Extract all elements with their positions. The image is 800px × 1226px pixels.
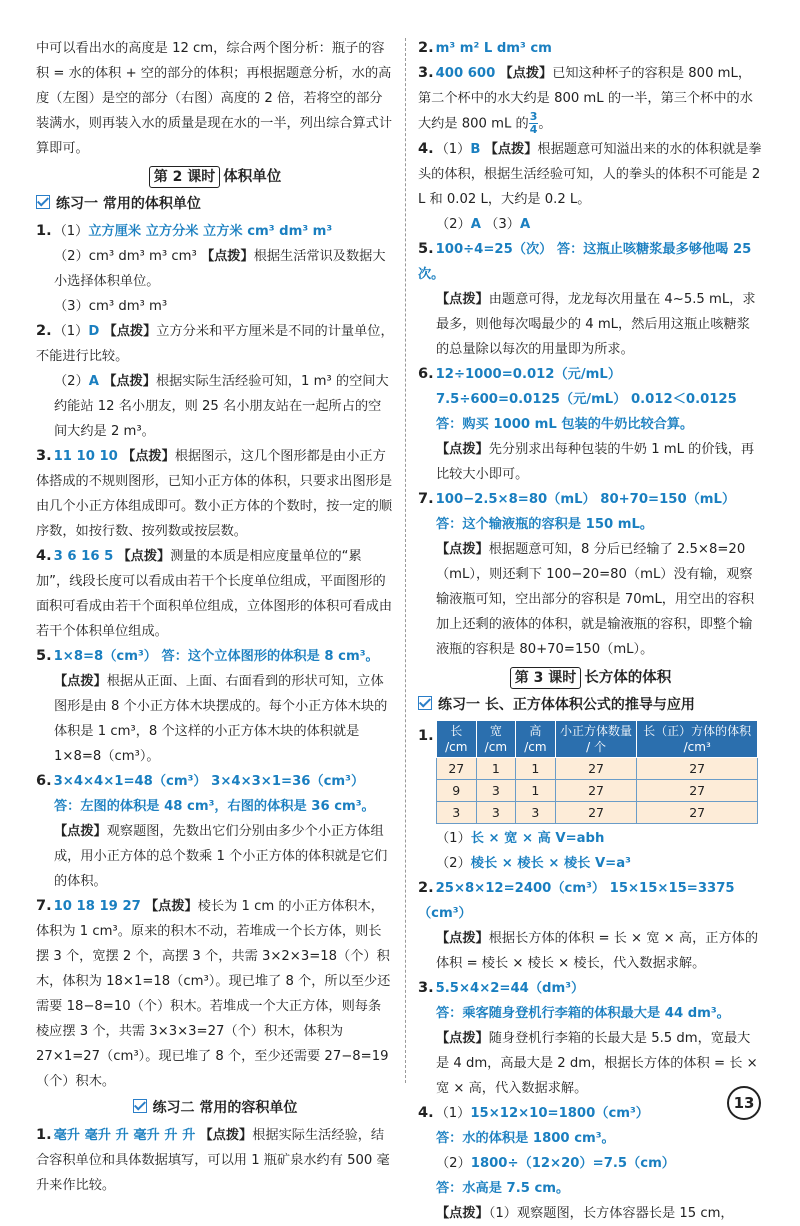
hint-label: 【点拨】 bbox=[436, 1030, 489, 1046]
table-cell: 1 bbox=[516, 779, 556, 801]
answer-item bbox=[418, 362, 763, 387]
answer-text: 11 10 10 bbox=[53, 449, 118, 464]
left-column bbox=[36, 36, 394, 1198]
answer-item bbox=[418, 976, 763, 1001]
explanation-text: 根据长方体的体积 = 长 × 宽 × 高，正方体的体积 = 棱长 × 棱长 × 棱长，代入数据求解。 bbox=[436, 930, 759, 971]
page-number: 13 bbox=[727, 1086, 761, 1120]
explanation-text: 已知这种杯子的容积是 800 mL，第二个杯中的水大约是 800 mL 的一半，第三个杯中的水大约是 800 mL 的 bbox=[418, 66, 753, 132]
answer-text: 答：这个输液瓶的容积是 150 mL。 bbox=[436, 516, 654, 532]
explanation-text: （1）观察题图，长方体容器长是 15 cm， bbox=[488, 1205, 734, 1221]
hint-label: 【点拨】 bbox=[436, 930, 489, 946]
answer-text: D bbox=[88, 324, 100, 339]
lesson-title: 体积单位 bbox=[223, 169, 282, 185]
denominator: 4 bbox=[529, 123, 538, 136]
question-number: 3. bbox=[418, 65, 434, 81]
answer-line bbox=[36, 294, 394, 319]
question-number: 7. bbox=[418, 490, 434, 507]
explanation-text: （1） bbox=[435, 1105, 471, 1121]
table-header: 高 /cm bbox=[516, 720, 556, 757]
explanation-text: 由题意可得，龙龙每次用量在 4~5.5 mL，求最多，则他每次喝最少的 4 mL，然后用这瓶止咳糖浆的总量除以每次的用量即为所求。 bbox=[436, 291, 756, 357]
question-number: 2. bbox=[36, 323, 52, 339]
explanation-text: 根据生活常识及数据大小选择体积单位。 bbox=[54, 249, 386, 289]
exercise-heading bbox=[418, 693, 763, 718]
answer-text: 3 6 16 5 bbox=[53, 549, 114, 564]
explanation-text: 根据从正面、上面、右面看到的形状可知，立体图形是由 8 个小正方体木块摆成的。每个小正方体木块的体积是 1 cm³，8 个这样的小正方体木块的体积就是 1×8=8（cm³）。 bbox=[54, 674, 388, 764]
table-cell: 27 bbox=[437, 757, 477, 779]
answer-text: 毫升 毫升 升 毫升 升 升 bbox=[53, 1128, 196, 1143]
answer-item bbox=[36, 644, 394, 669]
answer-item bbox=[36, 219, 394, 244]
table-cell: 27 bbox=[555, 779, 637, 801]
table-cell: 3 bbox=[476, 779, 516, 801]
hint-label: 【点拨】 bbox=[145, 899, 198, 914]
right-column bbox=[418, 36, 763, 1226]
explanation-text: （2） bbox=[54, 374, 89, 389]
table-cell: 1 bbox=[476, 757, 516, 779]
answer-item bbox=[418, 876, 763, 926]
table-row bbox=[437, 779, 758, 801]
hint-label: 【点拨】 bbox=[499, 66, 553, 81]
question-number: 2. bbox=[418, 40, 434, 56]
question-number: 2. bbox=[418, 879, 434, 896]
checkbox-icon bbox=[36, 195, 50, 209]
table-cell: 27 bbox=[637, 757, 758, 779]
answer-text: 1×8=8（cm³） 答：这个立体图形的体积是 8 cm³。 bbox=[53, 649, 379, 664]
answer-item bbox=[36, 544, 394, 644]
answer-line bbox=[36, 669, 394, 769]
answer-text: 5.5×4×2=44（dm³） bbox=[435, 980, 585, 996]
explanation-text: 测量的本质是相应度量单位的“累加”，线段长度可以看成由若干个长度单位组成，平面图形的面积可看成由若干个面积单位组成，立体图形的体积可看成由若干个体积单位组成。 bbox=[36, 549, 393, 639]
answer-item bbox=[36, 444, 394, 544]
answer-item bbox=[36, 769, 394, 794]
hint-label: 【点拨】 bbox=[484, 141, 538, 157]
answer-text: 答：水的体积是 1800 cm³。 bbox=[436, 1130, 615, 1146]
checkbox-icon bbox=[133, 1099, 147, 1113]
question-number: 7. bbox=[36, 898, 52, 914]
explanation-text: 先分别求出每种包装的牛奶 1 mL 的价钱，再比较大小即可。 bbox=[436, 441, 755, 482]
table-header: 小正方体数量 / 个 bbox=[555, 720, 637, 757]
table-cell: 9 bbox=[437, 779, 477, 801]
lesson-tag: 第 3 课时 bbox=[510, 667, 582, 689]
answer-text: m³ m² L dm³ cm bbox=[435, 41, 552, 56]
explanation-text: （3） bbox=[480, 216, 520, 232]
answer-text: 答：水高是 7.5 cm。 bbox=[436, 1180, 570, 1196]
column-divider bbox=[405, 38, 406, 1083]
answer-line bbox=[418, 287, 763, 362]
answer-text: 棱长 × 棱长 × 棱长 V=a³ bbox=[470, 855, 631, 871]
question-number: 6. bbox=[418, 365, 434, 382]
exercise-title: 练习二 常用的容积单位 bbox=[152, 1100, 298, 1116]
answer-item bbox=[418, 36, 763, 61]
question-number: 4. bbox=[36, 548, 52, 564]
answer-line bbox=[418, 437, 763, 487]
answer-line bbox=[418, 1026, 763, 1101]
answer-item bbox=[418, 137, 763, 212]
hint-label: 【点拨】 bbox=[199, 1128, 253, 1143]
answer-line bbox=[418, 512, 763, 537]
answer-line bbox=[418, 1126, 763, 1151]
table-cell: 27 bbox=[555, 757, 637, 779]
numerator: 3 bbox=[529, 110, 538, 123]
explanation-text: （3）cm³ dm³ m³ bbox=[54, 299, 168, 314]
answer-item bbox=[418, 487, 763, 512]
answer-text: 25×8×12=2400（cm³） 15×15×15=3375（cm³） bbox=[418, 880, 735, 921]
question-number: 6. bbox=[36, 773, 52, 789]
answer-text: 答：左图的体积是 48 cm³，右图的体积是 36 cm³。 bbox=[54, 799, 375, 814]
answer-line bbox=[36, 36, 394, 161]
answer-item bbox=[36, 1123, 394, 1198]
explanation-text: 根据实际生活经验，结合容积单位和具体数据填写，可以用 1 瓶矿泉水约有 500 毫升来作比较。 bbox=[36, 1128, 390, 1193]
explanation-text: （2）cm³ dm³ m³ cm³ bbox=[54, 249, 201, 264]
table-cell: 3 bbox=[476, 801, 516, 823]
question-number: 3. bbox=[36, 448, 52, 464]
table-cell: 27 bbox=[637, 779, 758, 801]
answer-line bbox=[36, 819, 394, 894]
answer-text: 100−2.5×8=80（mL） 80+70=150（mL） bbox=[435, 491, 736, 507]
answer-text: A bbox=[470, 216, 481, 232]
question-number: 5. bbox=[36, 648, 52, 664]
answer-line bbox=[418, 1176, 763, 1201]
explanation-text: 根据题意可知溢出来的水的体积就是拳头的体积，根据生活经验可知，人的拳头的体积不可能是 2 L 和 0.02 L，大约是 0.2 L。 bbox=[418, 141, 762, 207]
hint-label: 【点拨】 bbox=[436, 291, 489, 307]
explanation-text: （2） bbox=[436, 855, 471, 871]
exercise-title: 练习一 常用的体积单位 bbox=[56, 196, 201, 212]
hint-label: 【点拨】 bbox=[103, 324, 157, 339]
answer-line bbox=[418, 387, 763, 412]
paragraph-text: 中可以看出水的高度是 12 cm，综合两个图分析：瓶子的容积 = 水的体积 + 空的部分的体积；再根据题意分析，水的高度（左图）是空的部分（右图）高度的 2 倍，若将空的部分装满水，则再装入水的质量是现在水的一半，列出综合算式计算即可。 bbox=[36, 41, 393, 156]
hint-label: 【点拨】 bbox=[117, 549, 171, 564]
question-number: 1. bbox=[418, 727, 434, 744]
explanation-text: 根据题意可知，8 分后已经输了 2.5×8=20（mL），则还剩下 100−20=80（mL）没有输，观察输液瓶可知，空出部分的容积是 70mL，用空出的容积加上还剩的液体的体积，就是输液瓶的容积，即整个输液瓶的容积是 80+70=150（mL）。 bbox=[436, 541, 755, 657]
answer-line bbox=[36, 244, 394, 294]
explanation-text: 。 bbox=[538, 116, 552, 132]
table-cell: 27 bbox=[637, 801, 758, 823]
answer-text: 15×12×10=1800（cm³） bbox=[470, 1105, 649, 1121]
answer-text: B bbox=[470, 141, 481, 157]
explanation-text: 随身登机行李箱的长最大是 5.5 dm，宽最大是 4 dm，高最大是 2 dm，根据长方体的体积 = 长 × 宽 × 高，代入数据求解。 bbox=[436, 1030, 758, 1096]
explanation-text: （2） bbox=[436, 216, 471, 232]
lesson-heading bbox=[36, 165, 394, 190]
question-number: 4. bbox=[418, 140, 434, 157]
answer-text: 长 × 宽 × 高 V=abh bbox=[470, 830, 605, 846]
table-cell: 1 bbox=[516, 757, 556, 779]
answer-line bbox=[418, 1151, 763, 1176]
hint-label: 【点拨】 bbox=[54, 824, 107, 839]
explanation-text: 观察题图，先数出它们分别由多少个小正方体组成，用小正方体的总个数乘 1 个小正方体的体积就是它们的体积。 bbox=[54, 824, 388, 889]
hint-label: 【点拨】 bbox=[436, 541, 489, 557]
fraction bbox=[529, 111, 539, 136]
explanation-text: （1） bbox=[53, 324, 89, 339]
volume-table bbox=[436, 720, 758, 824]
answer-text: 400 600 bbox=[435, 66, 496, 81]
answer-item bbox=[36, 319, 394, 369]
answer-text: A bbox=[519, 216, 531, 232]
table-header: 宽 /cm bbox=[476, 720, 516, 757]
lesson-title: 长方体的体积 bbox=[584, 669, 672, 686]
explanation-text: （1） bbox=[436, 830, 471, 846]
exercise-heading bbox=[36, 1096, 394, 1121]
question-number: 4. bbox=[418, 1104, 434, 1121]
answer-text: 答：购买 1000 mL 包装的牛奶比较合算。 bbox=[436, 416, 694, 432]
hint-label: 【点拨】 bbox=[436, 441, 489, 457]
question-number: 1. bbox=[36, 1127, 52, 1143]
table-row bbox=[437, 801, 758, 823]
table-cell: 27 bbox=[555, 801, 637, 823]
explanation-text: 立方分米和平方厘米是不同的计量单位，不能进行比较。 bbox=[36, 324, 394, 364]
question-number: 5. bbox=[418, 240, 434, 257]
explanation-text: 根据实际生活经验可知，1 m³ 的空间大约能站 12 名小朋友，则 25 名小朋友站在一起所占的空间大约是 2 m³。 bbox=[54, 374, 389, 439]
answer-text: 12÷1000=0.012（元/mL） bbox=[435, 366, 622, 382]
explanation-text: 棱长为 1 cm 的小正方体积木，体积为 1 cm³。原来的积木不动，若堆成一个长方体，则长摆 3 个，宽摆 2 个，高摆 3 个，共需 3×2×3=18（个）积木，体积为 18×1=18（cm³）。现已堆了 8 个，所以至少还需要 18−8=10（个）积木。若堆成一个大正方体，则每条棱应摆 3 个，共需 3×3×3=27（个）积木，体积为 27×1=27（cm³）。现已堆了 8 个，至少还需要 27−8=19（个）积木。 bbox=[36, 899, 391, 1089]
answer-item bbox=[36, 894, 394, 1094]
explanation-text: （1） bbox=[53, 224, 89, 239]
answer-line bbox=[418, 537, 763, 662]
table-header: 长（正）方体的体积 /cm³ bbox=[637, 720, 758, 757]
hint-label: 【点拨】 bbox=[436, 1205, 489, 1221]
answer-line bbox=[418, 1001, 763, 1026]
answer-text: 答：乘客随身登机行李箱的体积最大是 44 dm³。 bbox=[436, 1005, 730, 1021]
hint-label: 【点拨】 bbox=[54, 674, 107, 689]
table-row bbox=[437, 757, 758, 779]
lesson-tag: 第 2 课时 bbox=[149, 166, 221, 188]
answer-text: A bbox=[88, 374, 99, 389]
question-number: 1. bbox=[36, 223, 52, 239]
answer-text: 10 18 19 27 bbox=[53, 899, 141, 914]
explanation-text: （1） bbox=[435, 141, 471, 157]
answer-line bbox=[36, 794, 394, 819]
explanation-text: （2） bbox=[436, 1155, 471, 1171]
table-cell: 3 bbox=[516, 801, 556, 823]
answer-line bbox=[418, 826, 763, 851]
explanation-text: 根据图示，这几个图形都是由小正方体搭成的不规则图形，已知小正方体的体积，只要求出图形是由几个小正方体组成即可。数小正方体的个数时，按一定的顺序数，如按行数、按列数或按层数。 bbox=[36, 449, 393, 539]
exercise-title: 练习一 长、正方体体积公式的推导与应用 bbox=[438, 696, 695, 713]
table-cell: 3 bbox=[437, 801, 477, 823]
hint-label: 【点拨】 bbox=[122, 449, 175, 464]
answer-line bbox=[418, 926, 763, 976]
answer-text: 立方厘米 立方分米 立方米 cm³ dm³ m³ bbox=[88, 224, 333, 239]
answer-text: 3×4×4×1=48（cm³） 3×4×3×1=36（cm³） bbox=[53, 774, 365, 789]
answer-line bbox=[418, 1201, 763, 1226]
answer-item bbox=[418, 237, 763, 287]
answer-item bbox=[418, 61, 763, 137]
answer-line bbox=[36, 369, 394, 444]
answer-line bbox=[418, 212, 763, 237]
lesson-heading bbox=[418, 666, 763, 691]
checkbox-icon bbox=[418, 696, 432, 710]
answer-item bbox=[418, 1101, 763, 1126]
table-header: 长 /cm bbox=[437, 720, 477, 757]
hint-label: 【点拨】 bbox=[103, 374, 156, 389]
answer-text: 100÷4=25（次） 答：这瓶止咳糖浆最多够他喝 25 次。 bbox=[418, 241, 752, 282]
question-number: 3. bbox=[418, 979, 434, 996]
answer-text: 1800÷（12×20）=7.5（cm） bbox=[470, 1155, 675, 1171]
answer-line bbox=[418, 412, 763, 437]
exercise-heading bbox=[36, 192, 394, 217]
answer-line bbox=[418, 851, 763, 876]
hint-label: 【点拨】 bbox=[200, 249, 254, 264]
answer-text: 7.5÷600=0.0125（元/mL） 0.012＜0.0125 bbox=[436, 391, 737, 407]
